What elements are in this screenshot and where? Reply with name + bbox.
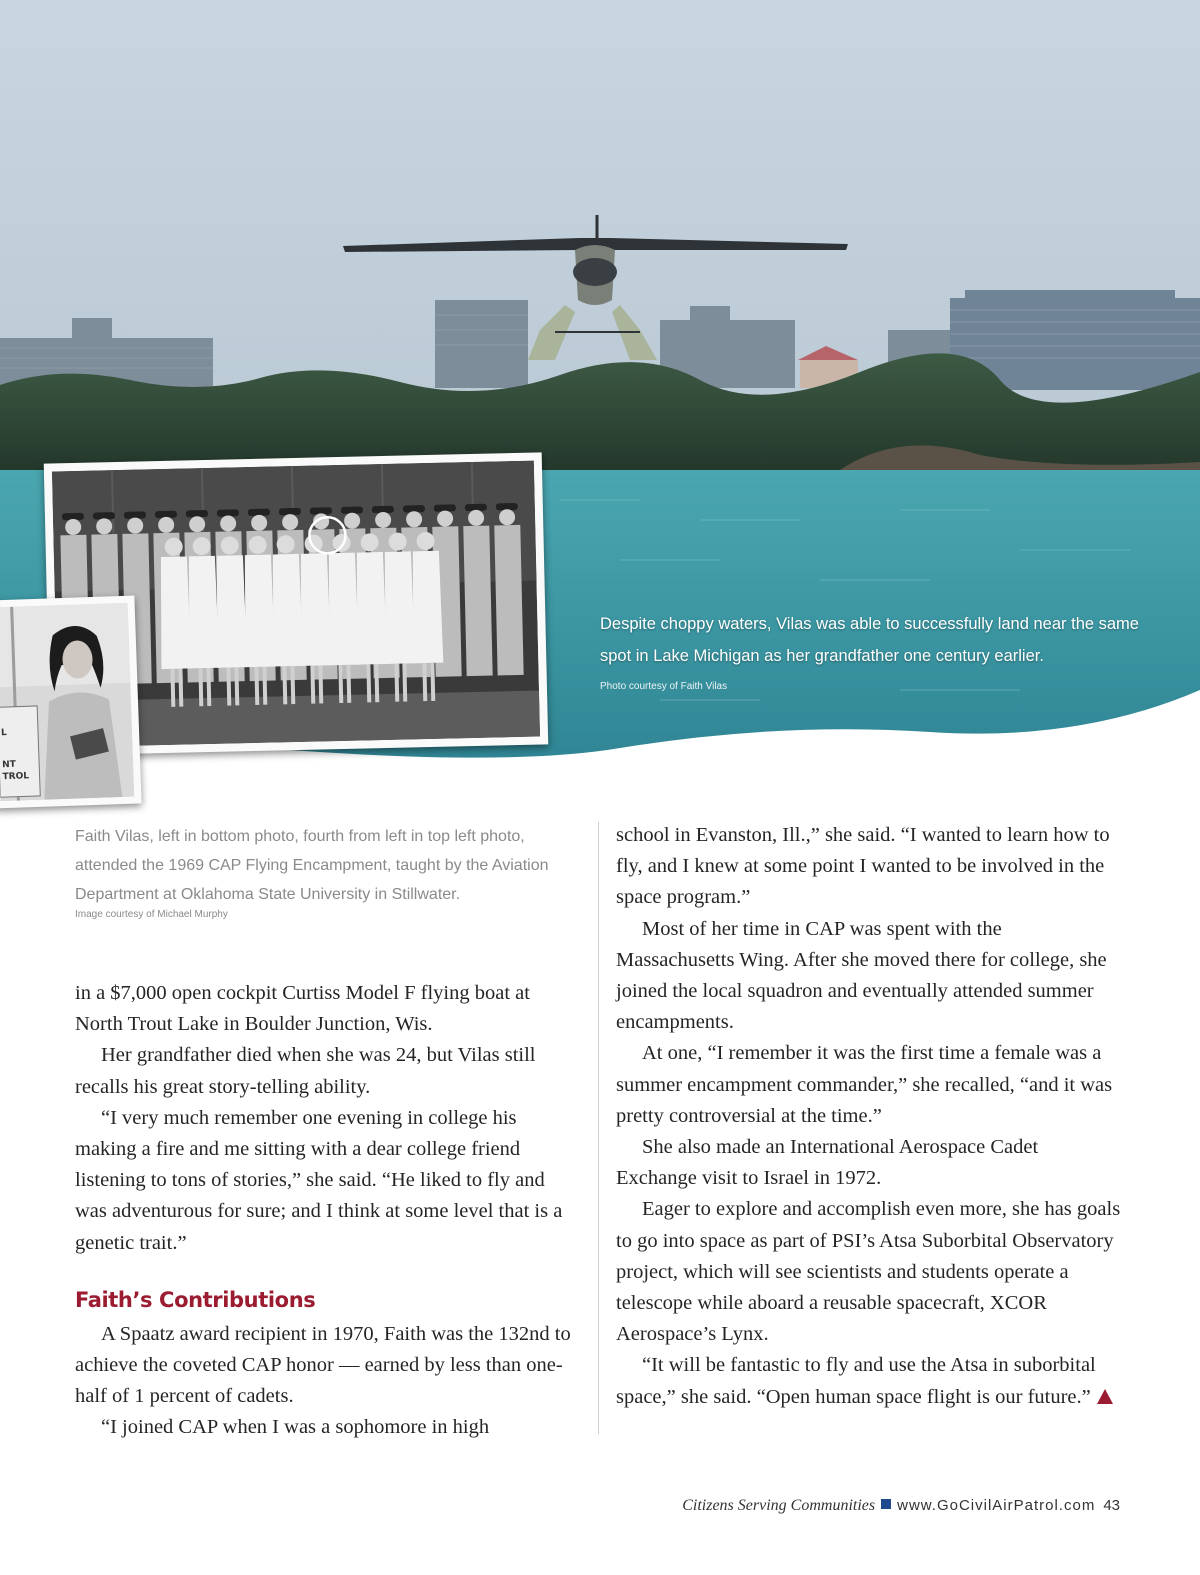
paragraph: “I very much remember one evening in college his making a fire and me sitting with a dear college friend listening to tons of stories,” she said. “He liked to fly and was adventurous for sure; and I think at some level that is a genetic trait.” bbox=[75, 1106, 563, 1254]
paragraph: She also made an International Aerospace Cadet Exchange visit to Israel in 1972. bbox=[616, 1136, 1039, 1190]
column-divider bbox=[598, 822, 599, 1434]
square-bullet-icon bbox=[881, 1499, 891, 1509]
paragraph: A Spaatz award recipient in 1970, Faith was the 132nd to achieve the coveted CAP honor — earned by less than one-half of 1 percent of cadets. bbox=[75, 1322, 571, 1408]
hero-photo-credit: Photo courtesy of Faith Vilas bbox=[600, 681, 728, 692]
page-footer bbox=[682, 1497, 1120, 1515]
article-column-left bbox=[75, 978, 580, 1444]
section-heading: Faith’s Contributions bbox=[75, 1287, 316, 1312]
paragraph: school in Evanston, Ill.,” she said. “I wanted to learn how to fly, and I knew at some point I wanted to be involved in the space program.” bbox=[616, 824, 1110, 909]
paragraph: in a $7,000 open cockpit Curtiss Model F flying boat at North Trout Lake in Boulder Junction, Wis. bbox=[75, 982, 530, 1036]
portrait-sign-line-3: TROL bbox=[2, 771, 30, 783]
portrait-sign-line-2: NT bbox=[1, 759, 17, 771]
paragraph: “I joined CAP when I was a sophomore in high bbox=[101, 1416, 490, 1439]
hero-caption: Despite choppy waters, Vilas was able to successfully land near the same spot in Lake Michigan as her grandfather one century earlier. bbox=[600, 615, 1139, 665]
article-column-right bbox=[616, 820, 1121, 1413]
paragraph: Eager to explore and accomplish even more, she has goals to go into space as part of PSI’s Atsa Suborbital Observatory project, which will see scientists and students operate a telescope while aboard a reusable spacecraft, XCOR Aerospace’s Lynx. bbox=[616, 1198, 1121, 1346]
photo-caption: Faith Vilas, left in bottom photo, fourth from left in top left photo, attended the 1969 CAP Flying Encampment, taught by the Aviation Department at Oklahoma State University in Stillwater. bbox=[75, 828, 549, 903]
paragraph: Her grandfather died when she was 24, but Vilas still recalls his great story-telling ability. bbox=[75, 1044, 536, 1098]
photo-caption-credit: Image courtesy of Michael Murphy bbox=[75, 909, 228, 920]
page-number: 43 bbox=[1103, 1497, 1120, 1514]
portrait-photo bbox=[0, 595, 142, 808]
portrait-image bbox=[0, 603, 134, 802]
end-of-article-triangle-icon bbox=[1097, 1389, 1113, 1404]
paragraph: At one, “I remember it was the first time a female was a summer encampment commander,” she recalled, “and it was pretty controversial at the time.” bbox=[616, 1042, 1113, 1127]
footer-url: www.GoCivilAirPatrol.com bbox=[897, 1497, 1096, 1514]
final-paragraph-text: “It will be fantastic to fly and use the Atsa in suborbital space,” she said. “Open human space flight is our future.” bbox=[616, 1354, 1096, 1408]
paragraph: Most of her time in CAP was spent with the Massachusetts Wing. After she moved there for college, she joined the local squadron and eventually attended summer encampments. bbox=[616, 917, 1107, 1034]
paragraph-final bbox=[616, 1350, 1121, 1412]
portrait-sign-line-1: L bbox=[0, 728, 7, 739]
footer-tagline: Citizens Serving Communities bbox=[682, 1497, 876, 1514]
